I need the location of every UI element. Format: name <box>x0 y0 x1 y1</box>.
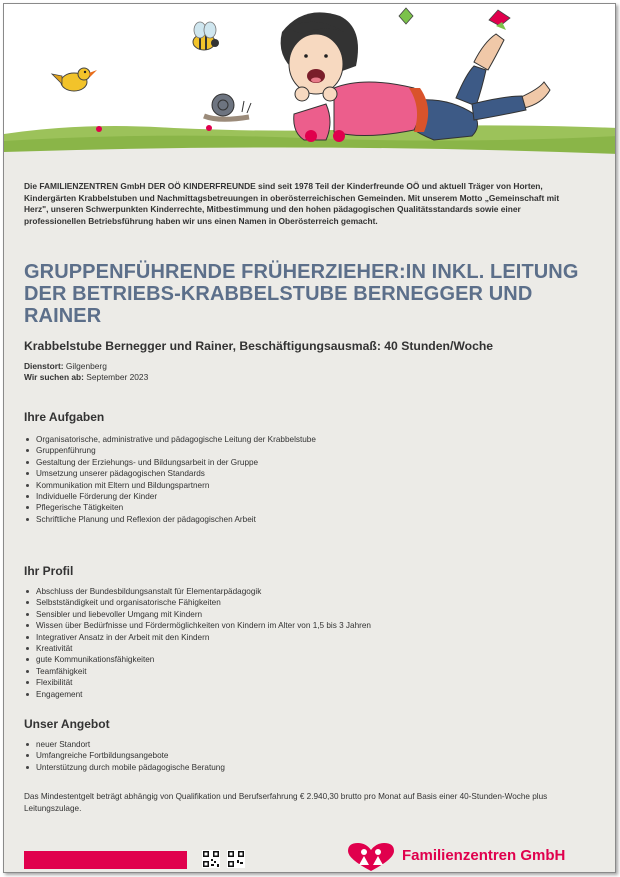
list-item: neuer Standort <box>26 739 225 750</box>
list-item: Individuelle Förderung der Kinder <box>26 491 316 502</box>
list-item: Organisatorische, administrative und pädagogische Leitung der Krabbelstube <box>26 434 316 445</box>
list-item: Umsetzung unserer pädagogischen Standards <box>26 468 316 479</box>
tasks-heading: Ihre Aufgaben <box>24 410 105 424</box>
header-illustration <box>4 4 616 169</box>
qr-code-icon[interactable] <box>227 850 245 868</box>
list-item: Pflegerische Tätigkeiten <box>26 502 316 513</box>
snail-icon <box>204 94 251 119</box>
tasks-list <box>26 434 316 525</box>
start-value: September 2023 <box>86 372 149 382</box>
apply-bar[interactable] <box>24 851 187 869</box>
job-subtitle: Krabbelstube Bernegger und Rainer, Beschäftigungsausmaß: 40 Stunden/Woche <box>24 339 494 353</box>
list-item: Schriftliche Planung und Reflexion der pädagogischen Arbeit <box>26 514 316 525</box>
location-label: Dienstort: <box>24 361 64 371</box>
job-content <box>4 169 616 873</box>
list-item: Engagement <box>26 689 371 700</box>
job-posting-page <box>3 3 616 873</box>
illustration-girl-lying-on-grass <box>4 4 616 169</box>
bee-icon <box>193 22 219 50</box>
offer-heading: Unser Angebot <box>24 717 110 731</box>
list-item: Unterstützung durch mobile pädagogische Beratung <box>26 762 225 773</box>
bird-icon <box>52 68 97 91</box>
company-intro: Die FAMILIENZENTREN GmbH DER OÖ KINDERFREUNDE sind seit 1978 Teil der Kinderfreunde OÖ und aktuell Träger von Horten, Kindergärten Krabbelstuben und Nachmittagsbetreuungen in oberösterreichischen Gemeinden. Mit unserem Motto „Gemeinschaft mit Herz", unseren Schwerpunkten Kinderrechte, Mitbestimmung und den hohen pädagogischen Qualitätsstandards sowie einer professionellen Betriebsführung haben wir uns einen Namen in Oberösterreich gemacht. <box>24 181 560 226</box>
job-title: GRUPPENFÜHRENDE FRÜHERZIEHER:IN INKL. LEITUNG DER BETRIEBS-KRABBELSTUBE BERNEGGER UND RAINER <box>24 261 579 327</box>
list-item: Flexibilität <box>26 677 371 688</box>
qr-code-icon[interactable] <box>202 850 220 868</box>
start-row <box>24 372 148 383</box>
list-item: Kommunikation mit Eltern und Bildungspartnern <box>26 480 316 491</box>
list-item: Umfangreiche Fortbildungsangebote <box>26 750 225 761</box>
list-item: Wissen über Bedürfnisse und Fördermöglichkeiten von Kindern im Alter von 1,5 bis 3 Jahren <box>26 620 371 631</box>
job-meta <box>24 361 148 383</box>
company-logo <box>344 841 604 873</box>
list-item: Gestaltung der Erziehungs- und Bildungsarbeit in der Gruppe <box>26 457 316 468</box>
start-label: Wir suchen ab: <box>24 372 84 382</box>
profile-list <box>26 586 371 700</box>
girl-figure <box>281 12 550 142</box>
family-heart-logo-icon <box>344 841 398 873</box>
list-item: Gruppenführung <box>26 445 316 456</box>
company-name: Familienzentren GmbH <box>402 847 566 864</box>
list-item: gute Kommunikationsfähigkeiten <box>26 654 371 665</box>
list-item: Integrativer Ansatz in der Arbeit mit den Kindern <box>26 632 371 643</box>
flower-icon <box>399 8 510 30</box>
location-row <box>24 361 148 372</box>
list-item: Teamfähigkeit <box>26 666 371 677</box>
list-item: Selbstständigkeit und organisatorische Fähigkeiten <box>26 597 371 608</box>
salary-note: Das Mindestentgelt beträgt abhängig von Qualifikation und Berufserfahrung € 2.940,30 brutto pro Monat auf Basis einer 40-Stunden-Woche plus Leitungszulage. <box>24 792 548 813</box>
offer-list <box>26 739 225 773</box>
list-item: Abschluss der Bundesbildungsanstalt für Elementarpädagogik <box>26 586 371 597</box>
profile-heading: Ihr Profil <box>24 564 74 578</box>
list-item: Kreativität <box>26 643 371 654</box>
location-value: Gilgenberg <box>65 361 107 371</box>
list-item: Sensibler und liebevoller Umgang mit Kindern <box>26 609 371 620</box>
